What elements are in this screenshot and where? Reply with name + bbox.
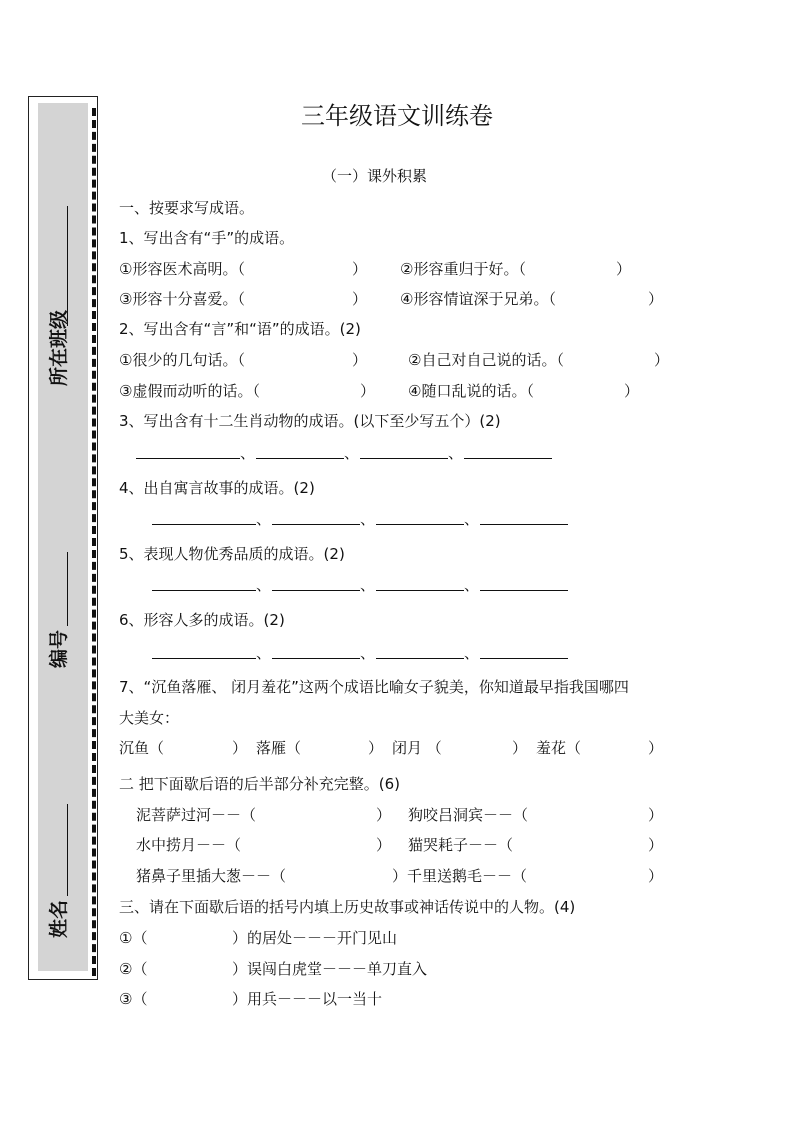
- q7-line2: 大美女：: [119, 709, 180, 727]
- q1-prompt: 1、写出含有“手”的成语。: [119, 229, 295, 247]
- q1-item-b-close: ）: [616, 260, 632, 278]
- answer-blank[interactable]: [272, 658, 360, 659]
- blank-separator: 、: [464, 510, 480, 528]
- part3-item-text: ）用兵－－－以一当十: [232, 990, 383, 1008]
- xiehouyu-left: 猪鼻子里插大葱－－（: [136, 867, 287, 885]
- q2-item-c: ③虚假而动听的话。（: [119, 382, 260, 400]
- answer-blank[interactable]: [136, 458, 240, 459]
- q2-prompt: 2、写出含有“言”和“语”的成语。(2): [119, 320, 361, 338]
- name-label: 姓名: [48, 899, 70, 938]
- q1-item-c-close: ）: [352, 290, 368, 308]
- q2-item-d: ④随口乱说的话。（: [408, 382, 534, 400]
- answer-blank[interactable]: [360, 458, 448, 459]
- q1-item-d-close: ）: [648, 290, 664, 308]
- blank-separator: 、: [344, 444, 360, 462]
- blank-separator: 、: [360, 510, 376, 528]
- answer-blank[interactable]: [256, 458, 344, 459]
- number-field[interactable]: [67, 552, 68, 626]
- q1-item-c: ③形容十分喜爱。（: [119, 290, 245, 308]
- xiehouyu-mid: ）千里送鹅毛－－（: [392, 867, 528, 885]
- q5-prompt: 5、表现人物优秀品质的成语。(2): [119, 545, 345, 563]
- answer-blank[interactable]: [152, 590, 256, 591]
- answer-blank[interactable]: [152, 524, 256, 525]
- q4-prompt: 4、出自寓言故事的成语。(2): [119, 479, 315, 497]
- blank-separator: 、: [464, 576, 480, 594]
- xiehouyu-left: 泥菩萨过河－－（: [136, 806, 257, 824]
- binding-strip-fill: [38, 103, 88, 971]
- answer-blank[interactable]: [376, 590, 464, 591]
- q1-item-a-close: ）: [352, 260, 368, 278]
- xiehouyu-right-close: ）: [648, 806, 664, 824]
- answer-blank[interactable]: [376, 658, 464, 659]
- part3-item-open: ①（: [119, 929, 148, 947]
- q7-item-label: 羞花（: [536, 739, 582, 757]
- q7-item-label: 落雁（: [256, 739, 302, 757]
- q7-item-close: ）: [512, 739, 528, 757]
- part3-item-text: ）误闯白虎堂－－－单刀直入: [232, 960, 428, 978]
- q7-item-label: 闭月 （: [392, 739, 442, 757]
- answer-blank[interactable]: [480, 590, 568, 591]
- q6-prompt: 6、形容人多的成语。(2): [119, 611, 285, 629]
- cut-line: [92, 108, 96, 976]
- q7-line1: 7、“沉鱼落雁、 闭月羞花”这两个成语比喻女子貌美，你知道最早指我国哪四: [119, 678, 629, 696]
- blank-separator: 、: [256, 510, 272, 528]
- blank-separator: 、: [256, 576, 272, 594]
- part3-heading: 三、请在下面歇后语的括号内填上历史故事或神话传说中的人物。(4): [119, 898, 576, 916]
- part3-item-open: ③（: [119, 990, 148, 1008]
- class-field[interactable]: [67, 206, 68, 326]
- q2-item-c-close: ）: [360, 382, 376, 400]
- xiehouyu-left-close: ）: [376, 836, 392, 854]
- answer-blank[interactable]: [272, 590, 360, 591]
- number-label: 编号: [48, 629, 70, 668]
- q2-item-a: ①很少的几句话。（: [119, 351, 245, 369]
- q3-prompt: 3、写出含有十二生肖动物的成语。(以下至少写五个）(2): [119, 412, 501, 430]
- answer-blank[interactable]: [376, 524, 464, 525]
- blank-separator: 、: [360, 644, 376, 662]
- xiehouyu-right-close: ）: [648, 836, 664, 854]
- blank-separator: 、: [464, 644, 480, 662]
- part2-heading: 二 把下面歇后语的后半部分补充完整。(6): [119, 775, 401, 793]
- xiehouyu-left: 水中捞月－－（: [136, 836, 242, 854]
- q1-item-d: ④形容情谊深于兄弟。（: [400, 290, 556, 308]
- q2-item-b-close: ）: [654, 351, 670, 369]
- blank-separator: 、: [240, 444, 256, 462]
- blank-separator: 、: [256, 644, 272, 662]
- answer-blank[interactable]: [152, 658, 256, 659]
- xiehouyu-right: 猫哭耗子－－（: [408, 836, 514, 854]
- blank-separator: 、: [448, 444, 464, 462]
- q7-item-close: ）: [368, 739, 384, 757]
- section-title: （一）课外积累: [322, 167, 428, 185]
- part1-heading: 一、按要求写成语。: [119, 199, 255, 217]
- answer-blank[interactable]: [272, 524, 360, 525]
- blank-separator: 、: [360, 576, 376, 594]
- q2-item-d-close: ）: [624, 382, 640, 400]
- q2-item-b: ②自己对自己说的话。（: [408, 351, 564, 369]
- part3-item-text: ）的居处－－－开门见山: [232, 929, 398, 947]
- q1-item-a: ①形容医术高明。（: [119, 260, 245, 278]
- answer-blank[interactable]: [464, 458, 552, 459]
- q2-item-a-close: ）: [352, 351, 368, 369]
- q7-item-close: ）: [648, 739, 664, 757]
- q7-item-label: 沉鱼（: [119, 739, 165, 757]
- name-field[interactable]: [67, 804, 68, 896]
- class-label: 所在班级: [48, 309, 70, 386]
- binding-strip: [28, 96, 98, 980]
- answer-blank[interactable]: [480, 524, 568, 525]
- page-title: 三年级语文训练卷: [301, 102, 493, 130]
- xiehouyu-right: 狗咬吕洞宾－－（: [408, 806, 529, 824]
- xiehouyu-right-close: ）: [648, 867, 664, 885]
- xiehouyu-left-close: ）: [376, 806, 392, 824]
- answer-blank[interactable]: [480, 658, 568, 659]
- part3-item-open: ②（: [119, 960, 148, 978]
- q1-item-b: ②形容重归于好。（: [400, 260, 526, 278]
- q7-item-close: ）: [232, 739, 248, 757]
